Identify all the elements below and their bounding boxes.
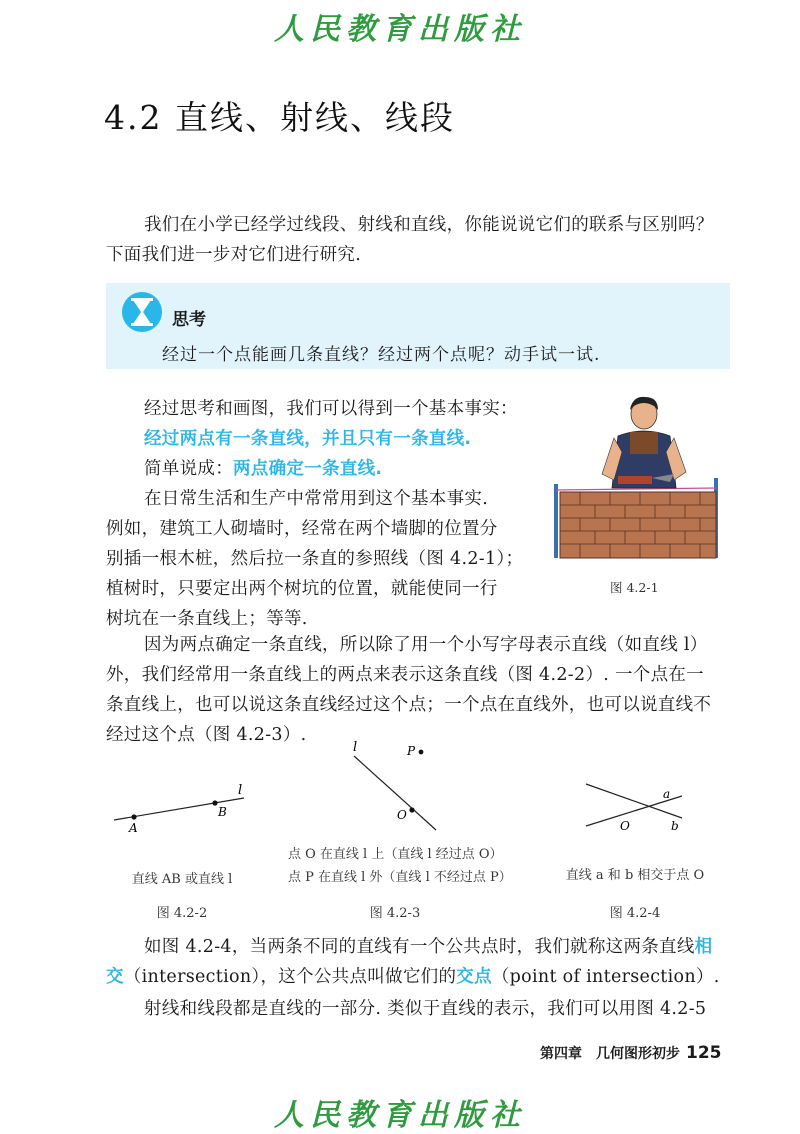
label-P: P bbox=[407, 744, 416, 758]
notation-line-4: 经过这个点（图 4.2-3）. bbox=[106, 725, 307, 745]
label-a: a bbox=[663, 787, 671, 801]
intro-line-2: 下面我们进一步对它们进行研究. bbox=[106, 245, 362, 265]
notation-line-1: 因为两点确定一条直线，所以除了用一个小写字母表示直线（如直线 l） bbox=[144, 635, 708, 655]
daily-line-1: 在日常生活和生产中常常用到这个基本事实. bbox=[144, 489, 489, 509]
notation-line-3: 条直线上，也可以说这条直线经过这个点；一个点在直线外，也可以说直线不 bbox=[106, 695, 712, 715]
line-l-fig3 bbox=[354, 756, 436, 830]
label-l: l bbox=[238, 783, 243, 798]
intersect-text-2: （intersection），这个公共点叫做它们的 bbox=[123, 967, 457, 987]
section-title: 4.2 直线、射线、线段 bbox=[104, 98, 455, 137]
intersect-text-3: （point of intersection）. bbox=[491, 967, 720, 987]
point-O-fig3 bbox=[409, 807, 414, 812]
intersect-term-1: 相 bbox=[694, 937, 713, 957]
point-B bbox=[212, 800, 217, 805]
label-O-fig3: O bbox=[397, 808, 407, 822]
label-b: b bbox=[671, 819, 679, 833]
intro-line-1: 我们在小学已经学过线段、射线和直线，你能说说它们的联系与区别吗？ bbox=[144, 215, 714, 235]
fig4-desc: 直线 a 和 b 相交于点 O bbox=[565, 868, 705, 883]
fig2-diagram bbox=[112, 782, 252, 838]
think-label: 思考 bbox=[172, 310, 206, 330]
fact-short-prefix: 简单说成： bbox=[144, 459, 233, 479]
fact-short: 两点确定一条直线. bbox=[233, 459, 383, 479]
daily-line-4: 植树时，只要定出两个树坑的位置，就能使同一行 bbox=[106, 579, 498, 599]
label-B: B bbox=[218, 805, 227, 819]
intersect-text-1: 如图 4.2-4，当两条不同的直线有一个公共点时，我们就称这两条直线 bbox=[144, 937, 695, 957]
bricklayer-illustration bbox=[548, 392, 738, 562]
think-question: 经过一个点能画几条直线？经过两个点呢？动手试一试. bbox=[162, 345, 601, 365]
intersect-term-2: 交 bbox=[106, 967, 124, 987]
fact-short-line bbox=[144, 454, 382, 484]
point-A bbox=[131, 814, 136, 819]
fig1-caption: 图 4.2-1 bbox=[610, 580, 659, 595]
hourglass-icon bbox=[120, 290, 164, 334]
page-footer bbox=[540, 1043, 722, 1063]
label-O-fig4: O bbox=[620, 819, 630, 833]
daily-line-2: 例如，建筑工人砌墙时，经常在两个墙脚的位置分 bbox=[106, 519, 498, 539]
fig3-desc-1: 点 O 在直线 l 上（直线 l 经过点 O） bbox=[288, 847, 503, 862]
fig3-diagram bbox=[340, 740, 450, 835]
daily-line-5: 树坑在一条直线上；等等. bbox=[106, 609, 308, 629]
publisher-footer: 人民教育出版社 bbox=[274, 1098, 526, 1133]
fig3-desc-2: 点 P 在直线 l 外（直线 l 不经过点 P） bbox=[288, 870, 512, 885]
intersect-line-2 bbox=[106, 962, 720, 992]
fig2-caption: 图 4.2-2 bbox=[156, 906, 208, 921]
fig4-caption: 图 4.2-4 bbox=[609, 906, 661, 921]
label-l-fig3: l bbox=[353, 740, 358, 755]
fact-lead: 经过思考和画图，我们可以得到一个基本事实： bbox=[144, 399, 518, 419]
point-P bbox=[419, 750, 424, 755]
last-line: 射线和线段都是直线的一部分. 类似于直线的表示，我们可以用图 4.2-5 bbox=[144, 999, 707, 1019]
label-A: A bbox=[129, 821, 138, 835]
publisher-header: 人民教育出版社 bbox=[274, 12, 526, 47]
fig4-diagram bbox=[580, 782, 690, 838]
chapter-label: 第四章 几何图形初步 bbox=[540, 1046, 680, 1062]
daily-line-3: 别插一根木桩，然后拉一条直的参照线（图 4.2-1）； bbox=[106, 549, 524, 569]
notation-line-2: 外，我们经常用一条直线上的两点来表示这条直线（图 4.2-2）. 一个点在一 bbox=[106, 665, 704, 685]
fig2-desc: 直线 AB 或直线 l bbox=[131, 872, 233, 887]
intersect-line-1 bbox=[144, 932, 712, 962]
fig3-caption: 图 4.2-3 bbox=[369, 906, 421, 921]
page-number: 125 bbox=[686, 1043, 722, 1063]
fact-statement: 经过两点有一条直线，并且只有一条直线. bbox=[144, 429, 472, 449]
intersection-point-term: 交点 bbox=[456, 967, 492, 987]
